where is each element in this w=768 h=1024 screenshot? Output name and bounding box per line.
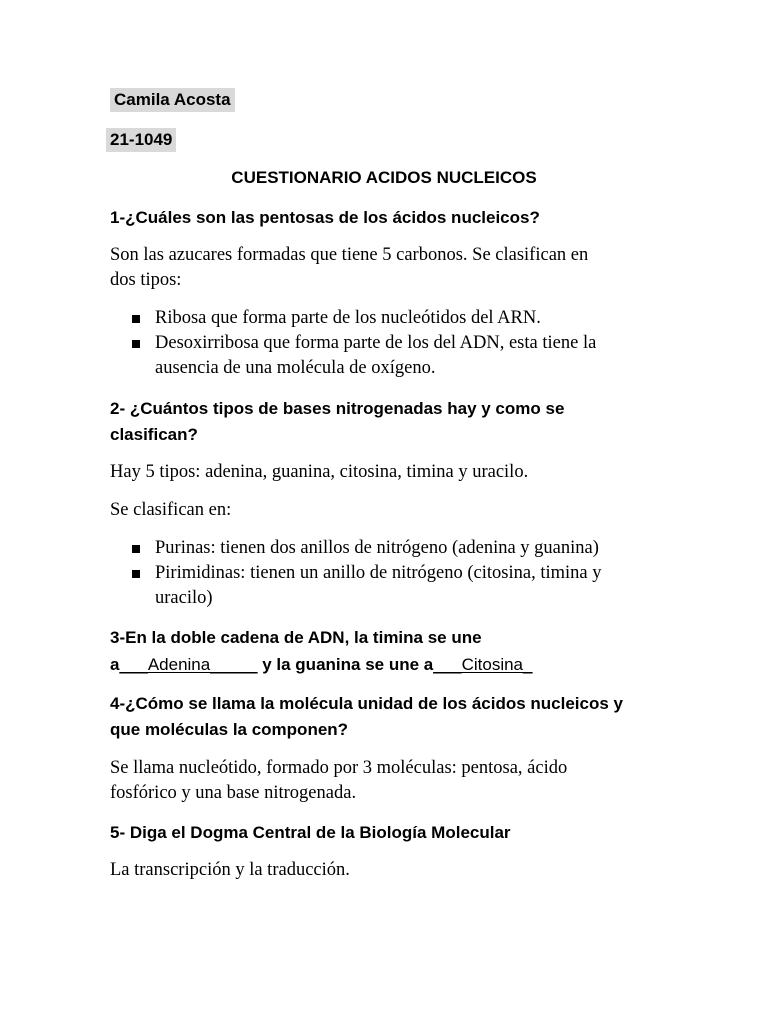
student-name-text: Camila Acosta (110, 88, 235, 112)
bullet-marker-icon (132, 315, 140, 323)
student-id-text: 21-1049 (106, 128, 176, 152)
answer-5: La transcripción y la traducción. (110, 860, 350, 880)
answer-2: Hay 5 tipos: adenina, guanina, citosina, timina y uracilo. (110, 462, 529, 482)
blank-answer-adenina: ___Adenina_____ (119, 655, 258, 674)
question-3-middle: y la guanina se une a (257, 655, 434, 674)
bullet-marker-icon (132, 545, 140, 553)
question-2-line-2: clasifican? (110, 425, 198, 444)
document-title: CUESTIONARIO ACIDOS NUCLEICOS (231, 168, 537, 187)
answer-2-classify-intro: Se clasifican en: (110, 500, 232, 520)
question-1: 1-¿Cuáles son las pentosas de los ácidos nucleicos? (110, 208, 540, 227)
question-4-line-1: 4-¿Cómo se llama la molécula unidad de los ácidos nucleicos y (110, 694, 623, 713)
bullet-marker-icon (132, 570, 140, 578)
question-4-line-2: que moléculas la componen? (110, 720, 349, 739)
answer-4-line-2: fosfórico y una base nitrogenada. (110, 783, 357, 803)
q2-bullet-2-line-1: Pirimidinas: tienen un anillo de nitrógeno (citosina, timina y (155, 563, 602, 583)
student-name (110, 86, 235, 113)
answer-1-line-1: Son las azucares formadas que tiene 5 carbonos. Se clasifican en (110, 245, 589, 265)
answer-1-line-2: dos tipos: (110, 270, 182, 290)
answer-4-line-1: Se llama nucleótido, formado por 3 moléculas: pentosa, ácido (110, 758, 568, 778)
q1-bullet-2-line-1: Desoxirribosa que forma parte de los del ADN, esta tiene la (155, 333, 597, 353)
question-3-line-1: 3-En la doble cadena de ADN, la timina se une (110, 628, 482, 647)
student-id (106, 126, 176, 153)
question-5: 5- Diga el Dogma Central de la Biología Molecular (110, 823, 511, 842)
q1-bullet-2-line-2: ausencia de una molécula de oxígeno. (155, 358, 436, 378)
question-2-line-1: 2- ¿Cuántos tipos de bases nitrogenadas hay y como se (110, 399, 565, 418)
blank-answer-citosina: ___Citosina_ (433, 655, 533, 674)
question-3-prefix: a (110, 655, 120, 674)
bullet-marker-icon (132, 340, 140, 348)
q2-bullet-2-line-2: uracilo) (155, 588, 213, 608)
q2-bullet-1: Purinas: tienen dos anillos de nitrógeno (adenina y guanina) (155, 538, 599, 558)
question-3-line-2 (110, 651, 532, 678)
q1-bullet-1: Ribosa que forma parte de los nucleótidos del ARN. (155, 308, 541, 328)
